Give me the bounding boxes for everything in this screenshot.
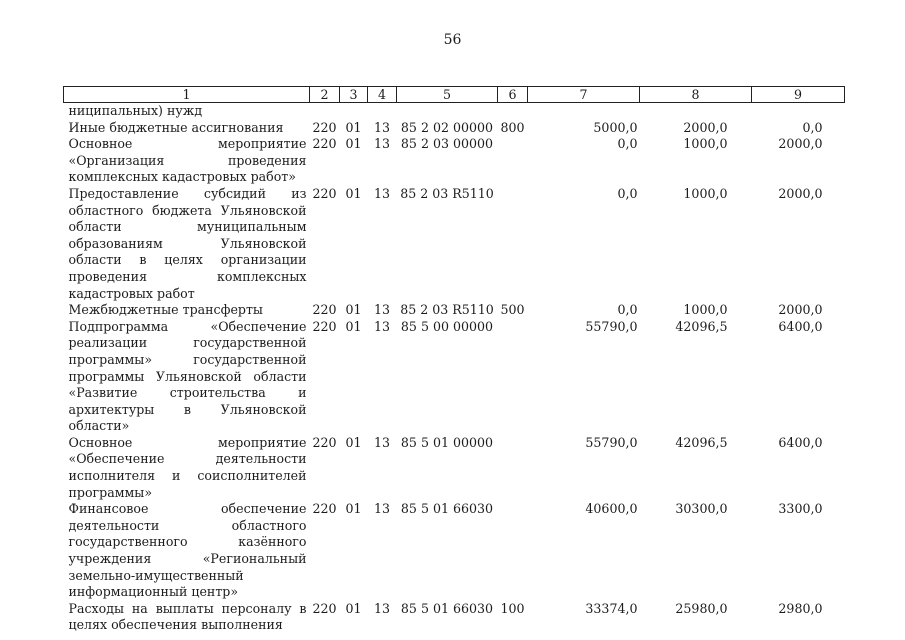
- row-target-article: 85 2 03 00000: [400, 136, 494, 152]
- row-section-code: 01: [345, 434, 362, 450]
- row-amount-col7: 40600,0: [585, 501, 638, 517]
- row-name: ниципальных) нужд: [68, 103, 203, 118]
- row-expense-type: [498, 319, 528, 435]
- row-target-article: 85 2 03 R5110: [400, 302, 494, 318]
- budget-table: [63, 86, 845, 634]
- row-amount-col7: 0,0: [617, 136, 638, 152]
- row-amount-col8: 2000,0: [683, 119, 728, 135]
- header-col-5: 5: [397, 87, 498, 103]
- row-ministry-code: 220: [312, 434, 337, 450]
- row-section-code: 01: [345, 185, 362, 201]
- table-row: [64, 103, 845, 120]
- row-amount-col8: 42096,5: [675, 318, 728, 334]
- row-amount-col8: 42096,5: [675, 434, 728, 450]
- row-name: Подпрограмма «Обеспечение реализации государственной программы» государственной программы Ульяновской области «Развитие строительства и архитектуры в Ульяновской области»: [68, 318, 307, 434]
- row-section-code: 01: [345, 302, 362, 318]
- row-section-code: 01: [345, 501, 362, 517]
- row-amount-col9: 2980,0: [778, 600, 823, 616]
- header-col-4: 4: [368, 87, 397, 103]
- row-amount-col9: 2000,0: [778, 185, 823, 201]
- row-amount-col7: 55790,0: [585, 434, 638, 450]
- row-amount-col9: 6400,0: [778, 318, 823, 334]
- header-col-9: 9: [752, 87, 845, 103]
- row-expense-type: 800: [500, 119, 525, 135]
- table-row: [64, 186, 845, 302]
- row-ministry-code: 220: [312, 185, 337, 201]
- row-target-article: [397, 103, 498, 120]
- row-name: Расходы на выплаты персоналу в целях обеспечения выполнения: [68, 600, 307, 633]
- row-section-code: 01: [345, 136, 362, 152]
- row-subsection-code: 13: [373, 302, 391, 318]
- row-subsection-code: 13: [373, 318, 391, 334]
- row-subsection-code: 13: [373, 119, 391, 135]
- row-amount-col7: 5000,0: [593, 119, 638, 135]
- table-row: [64, 319, 845, 435]
- row-expense-type: [498, 186, 528, 302]
- row-amount-col7: 0,0: [617, 302, 638, 318]
- row-expense-type: [498, 103, 528, 120]
- row-target-article: 85 5 00 00000: [400, 318, 494, 334]
- row-amount-col7: 55790,0: [585, 318, 638, 334]
- row-ministry-code: 220: [312, 136, 337, 152]
- row-amount-col8: 1000,0: [683, 302, 728, 318]
- row-target-article: 85 5 01 66030: [400, 600, 494, 616]
- row-amount-col7: 33374,0: [585, 600, 638, 616]
- row-amount-col8: 25980,0: [675, 600, 728, 616]
- row-target-article: 85 2 02 00000: [400, 119, 494, 135]
- row-subsection-code: 13: [373, 185, 391, 201]
- row-amount-col9: 2000,0: [778, 136, 823, 152]
- row-ministry-code: [310, 103, 340, 120]
- row-name: Иные бюджетные ассигнования: [68, 119, 284, 135]
- header-col-2: 2: [310, 87, 340, 103]
- row-name: Финансовое обеспечение деятельности областного государственного казённого учреждения «Региональный земельно-имущественный информационный центр»: [68, 501, 307, 600]
- table-header: [64, 87, 845, 103]
- row-amount-col7: [528, 103, 640, 120]
- table-row: [64, 501, 845, 601]
- row-subsection-code: 13: [373, 136, 391, 152]
- row-subsection-code: 13: [373, 434, 391, 450]
- row-expense-type: 500: [500, 302, 525, 318]
- row-target-article: 85 2 03 R5110: [400, 185, 494, 201]
- row-target-article: 85 5 01 66030: [400, 501, 494, 517]
- table-row: [64, 302, 845, 319]
- row-subsection-code: 13: [373, 501, 391, 517]
- row-amount-col8: [640, 103, 752, 120]
- row-name: Основное мероприятие «Обеспечение деятельности исполнителя и соисполнителей программы»: [68, 434, 307, 500]
- row-ministry-code: 220: [312, 501, 337, 517]
- table-row: [64, 601, 845, 634]
- row-section-code: 01: [345, 600, 362, 616]
- row-subsection-code: 13: [373, 600, 391, 616]
- header-col-6: 6: [498, 87, 528, 103]
- row-target-article: 85 5 01 00000: [400, 434, 494, 450]
- row-name: Межбюджетные трансферты: [68, 302, 263, 318]
- table-row: [64, 435, 845, 501]
- row-ministry-code: 220: [312, 600, 337, 616]
- row-amount-col9: 3300,0: [778, 501, 823, 517]
- header-col-3: 3: [340, 87, 368, 103]
- row-expense-type: [498, 435, 528, 501]
- row-expense-type: [498, 501, 528, 601]
- header-col-1: 1: [64, 87, 310, 103]
- row-name: Основное мероприятие «Организация проведения комплексных кадастровых работ»: [68, 136, 307, 185]
- row-section-code: [340, 103, 368, 120]
- row-section-code: 01: [345, 318, 362, 334]
- row-amount-col9: 0,0: [802, 119, 823, 135]
- page-number: 56: [443, 32, 462, 48]
- row-ministry-code: 220: [312, 302, 337, 318]
- row-amount-col8: 1000,0: [683, 185, 728, 201]
- header-col-8: 8: [640, 87, 752, 103]
- row-amount-col9: 2000,0: [778, 302, 823, 318]
- row-expense-type: [498, 136, 528, 186]
- table-row: [64, 120, 845, 137]
- row-expense-type: 100: [500, 600, 525, 616]
- row-amount-col9: 6400,0: [778, 434, 823, 450]
- row-amount-col8: 30300,0: [675, 501, 728, 517]
- row-amount-col9: [752, 103, 845, 120]
- row-section-code: 01: [345, 119, 362, 135]
- table-row: [64, 136, 845, 186]
- header-col-7: 7: [528, 87, 640, 103]
- row-ministry-code: 220: [312, 119, 337, 135]
- row-name: Предоставление субсидий из областного бюджета Ульяновской области муниципальным образованиям Ульяновской области в целях организации проведения комплексных кадастровых работ: [68, 185, 307, 301]
- row-amount-col8: 1000,0: [683, 136, 728, 152]
- row-subsection-code: [368, 103, 397, 120]
- row-amount-col7: 0,0: [617, 185, 638, 201]
- row-ministry-code: 220: [312, 318, 337, 334]
